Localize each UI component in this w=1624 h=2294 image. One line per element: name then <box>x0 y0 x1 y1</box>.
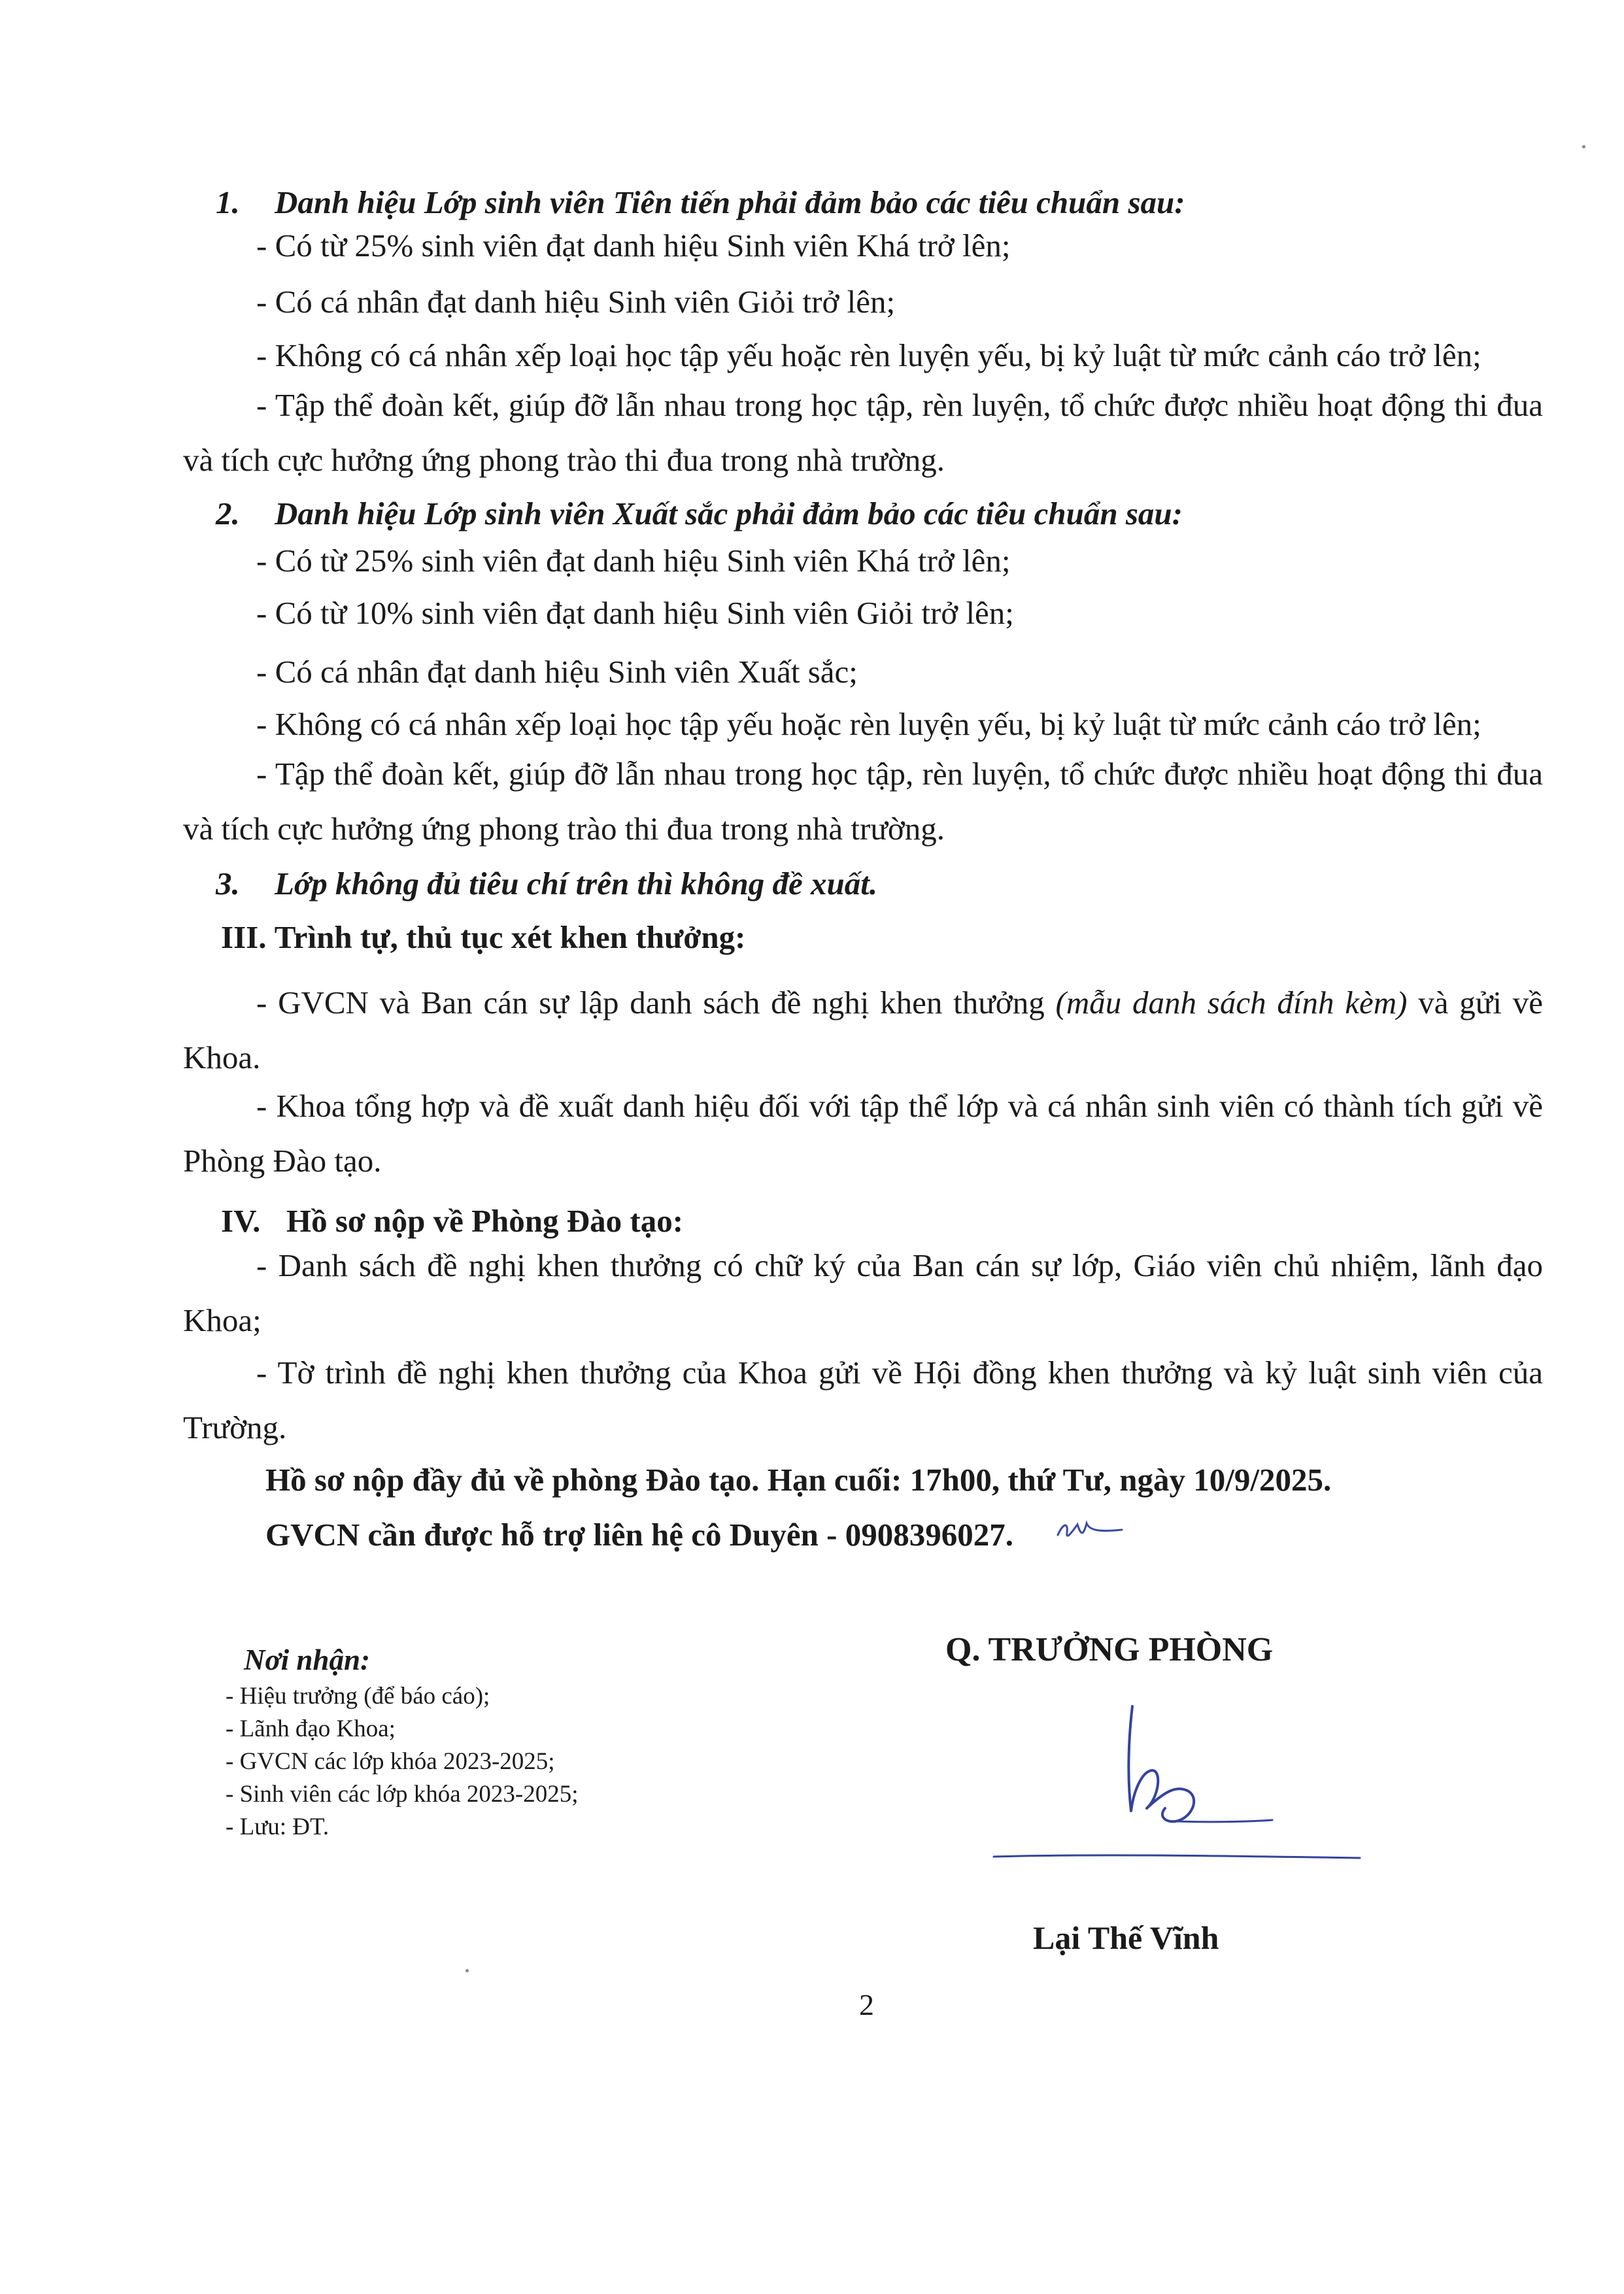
section-IV-item-2: - Tờ trình đề nghị khen thưởng của Khoa gửi về Hội đồng khen thưởng và kỷ luật sinh viên của Trường. <box>183 1355 1543 1445</box>
section-1-item: - Có từ 25% sinh viên đạt danh hiệu Sinh viên Khá trở lên; <box>256 228 1011 263</box>
recipients-title: Nơi nhận: <box>244 1644 370 1676</box>
signer-name: Lại Thế Vĩnh <box>1033 1919 1219 1956</box>
section-2-number: 2. <box>216 496 240 531</box>
recipient-item: - Lãnh đạo Khoa; <box>226 1715 396 1742</box>
page-number: 2 <box>859 1988 874 2021</box>
signature-title: Q. TRƯỞNG PHÒNG <box>945 1631 1274 1668</box>
section-2-item: - Không có cá nhân xếp loại học tập yếu hoặc rèn luyện yếu, bị kỷ luật từ mức cảnh cáo trở lên; <box>256 706 1481 742</box>
section-III-item-1-text: - GVCN và Ban cán sự lập danh sách đề nghị khen thưởng <box>256 985 1056 1020</box>
section-1-item: - Có cá nhân đạt danh hiệu Sinh viên Giỏi trở lên; <box>256 284 896 320</box>
section-IV-item-1: - Danh sách đề nghị khen thưởng có chữ ký của Ban cán sự lớp, Giáo viên chủ nhiệm, lãnh đạo Khoa; <box>183 1247 1543 1338</box>
section-3-title: Lớp không đủ tiêu chí trên thì không đề xuất. <box>275 866 878 902</box>
section-III-item-1-attachment: (mẫu danh sách đính kèm) <box>1055 985 1408 1020</box>
section-III-item-2: - Khoa tổng hợp và đề xuất danh hiệu đối với tập thể lớp và cá nhân sinh viên có thành tích gửi về Phòng Đào tạo. <box>183 1088 1543 1179</box>
recipient-item: - Sinh viên các lớp khóa 2023-2025; <box>226 1781 579 1808</box>
section-1-item-long: - Tập thể đoàn kết, giúp đỡ lẫn nhau trong học tập, rèn luyện, tổ chức được nhiều hoạt động thi đua và tích cực hưởng ứng phong trào thi đua trong nhà trường. <box>183 387 1543 478</box>
scan-speck <box>465 1969 469 1972</box>
section-2-item: - Có cá nhân đạt danh hiệu Sinh viên Xuất sắc; <box>256 654 858 690</box>
section-1-item: - Không có cá nhân xếp loại học tập yếu hoặc rèn luyện yếu, bị kỷ luật từ mức cảnh cáo trở lên; <box>256 337 1481 373</box>
section-III-title: Trình tự, thủ tục xét khen thưởng: <box>274 919 746 955</box>
handwritten-initial-icon <box>1054 1504 1126 1549</box>
recipient-item: - Hiệu trưởng (để báo cáo); <box>226 1683 490 1710</box>
section-IV-number: IV. <box>221 1203 261 1239</box>
recipient-item: - Lưu: ĐT. <box>226 1813 330 1840</box>
deadline-notice: Hồ sơ nộp đầy đủ về phòng Đào tạo. Hạn cuối: 17h00, thứ Tư, ngày 10/9/2025. <box>265 1462 1332 1498</box>
section-IV-title: Hồ sơ nộp về Phòng Đào tạo: <box>286 1203 684 1239</box>
recipients-block <box>226 1640 579 1844</box>
section-3-heading <box>216 856 877 911</box>
section-2-item: - Có từ 25% sinh viên đạt danh hiệu Sinh viên Khá trở lên; <box>256 543 1011 579</box>
section-2-title: Danh hiệu Lớp sinh viên Xuất sắc phải đảm bảo các tiêu chuẩn sau: <box>275 496 1183 531</box>
section-1-title: Danh hiệu Lớp sinh viên Tiên tiến phải đảm bảo các tiêu chuẩn sau: <box>275 184 1185 220</box>
scan-speck <box>1582 145 1585 148</box>
section-2-item: - Có từ 10% sinh viên đạt danh hiệu Sinh viên Giỏi trở lên; <box>256 595 1014 631</box>
section-3-number: 3. <box>216 866 240 902</box>
section-2-item-long: - Tập thể đoàn kết, giúp đỡ lẫn nhau trong học tập, rèn luyện, tổ chức được nhiều hoạt động thi đua và tích cực hưởng ứng phong trào thi đua trong nhà trường. <box>183 756 1543 847</box>
signature-icon <box>981 1693 1386 1876</box>
section-1-number: 1. <box>216 184 240 220</box>
section-III-item-1 <box>183 975 1543 1085</box>
section-III-number: III. <box>221 919 267 955</box>
section-III-heading <box>221 910 745 965</box>
contact-notice: GVCN cần được hỗ trợ liên hệ cô Duyên - 0908396027. <box>265 1517 1013 1553</box>
recipient-item: - GVCN các lớp khóa 2023-2025; <box>226 1748 555 1775</box>
section-III-item-1-end: và gửi về Khoa. <box>183 985 1543 1075</box>
